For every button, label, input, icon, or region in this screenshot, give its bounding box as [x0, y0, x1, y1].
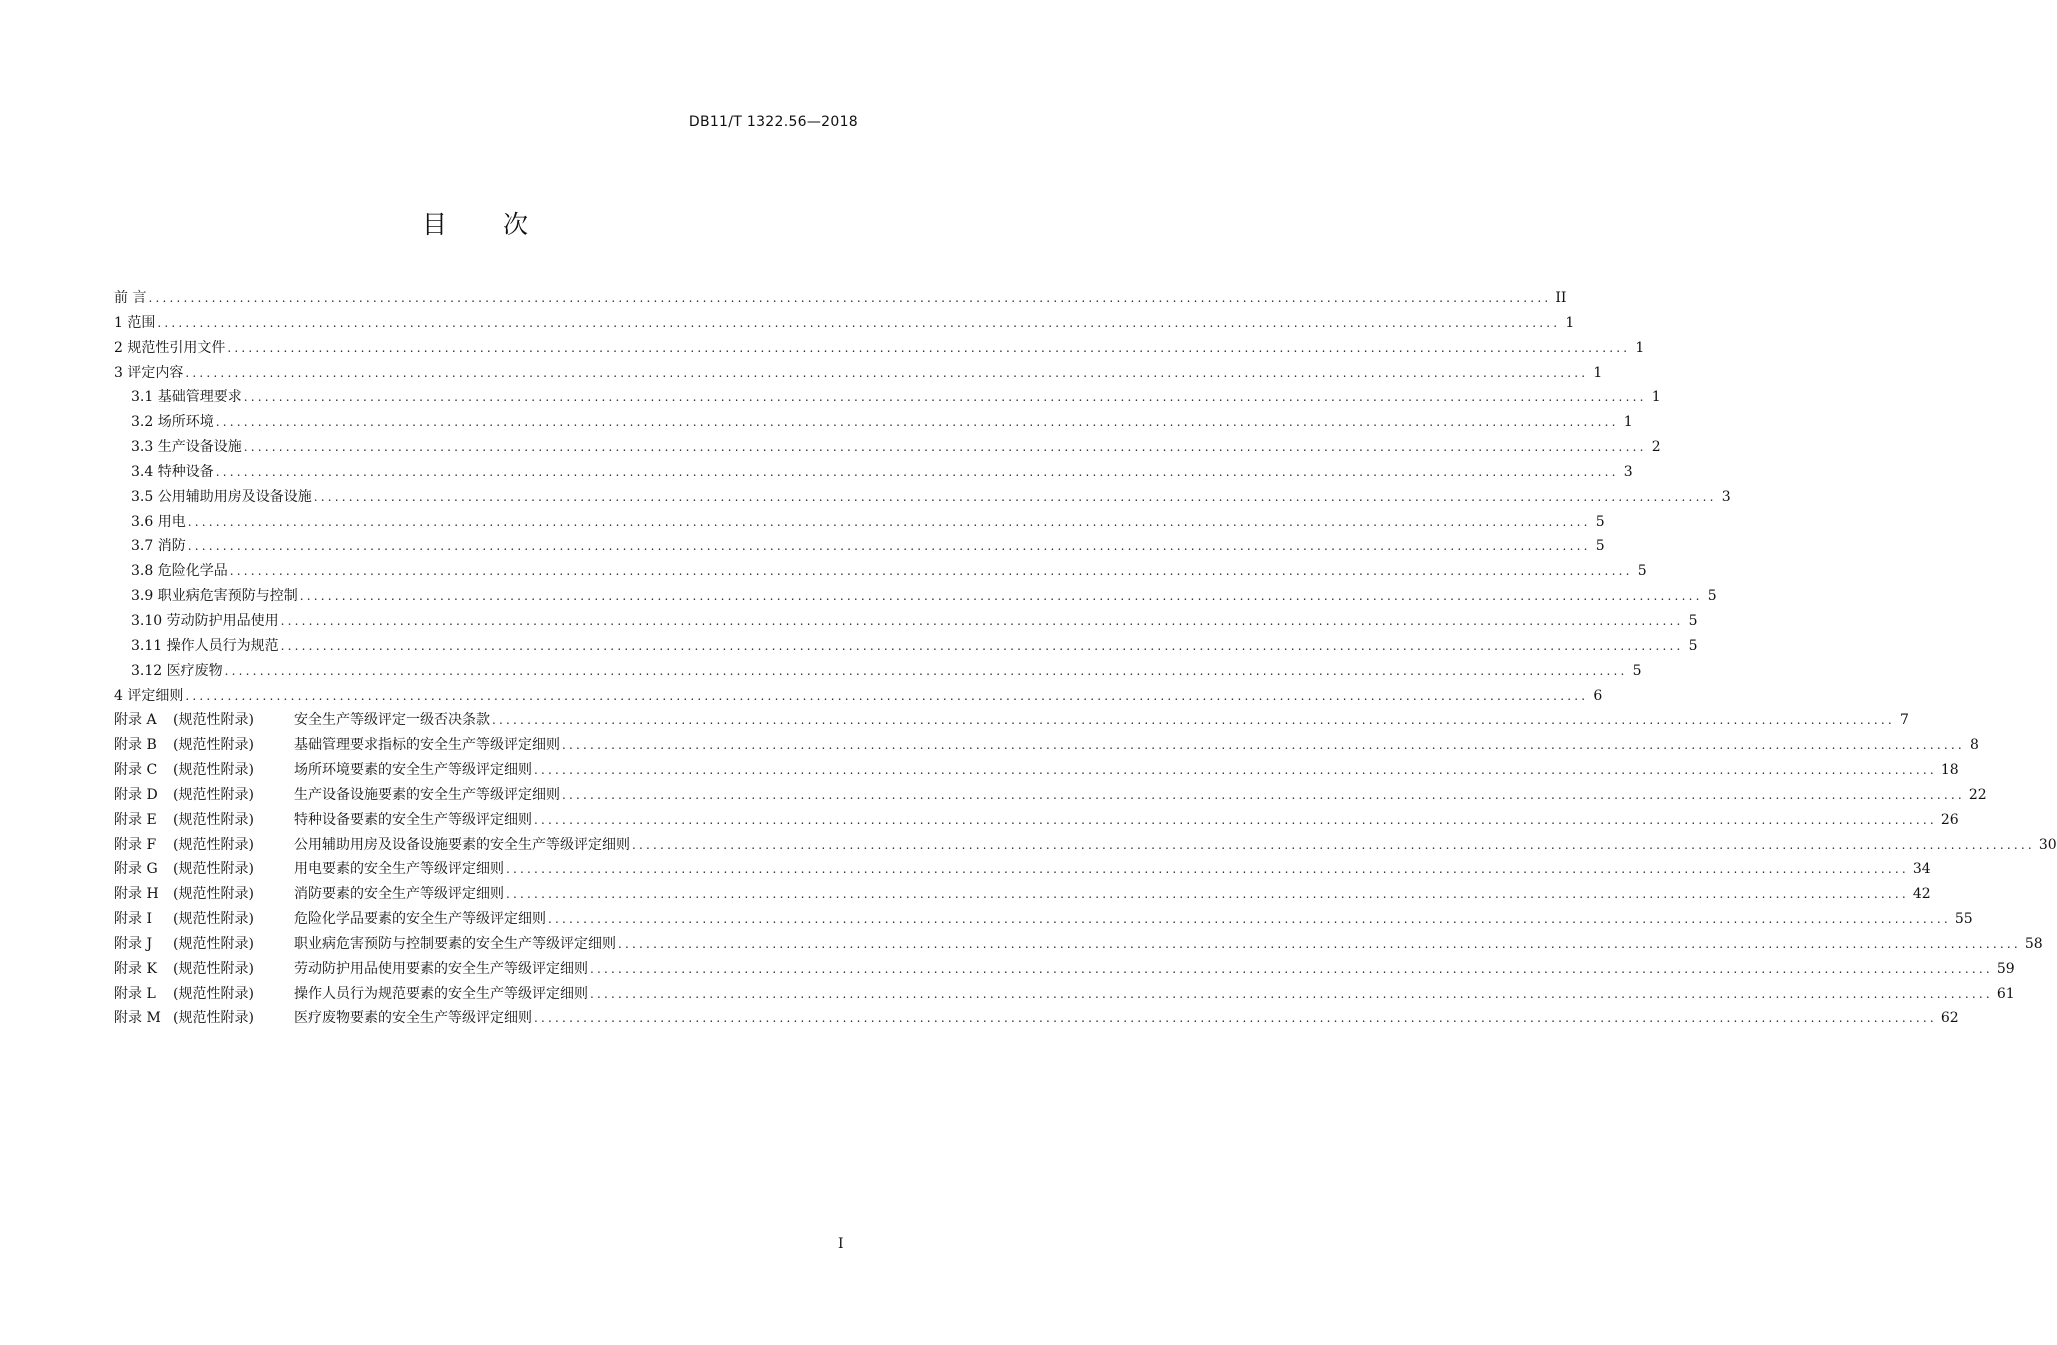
toc-entry-page: 5 [1595, 538, 1605, 555]
annex-type: (规范性附录) [173, 861, 254, 878]
annex-prefix: 附录 H [114, 886, 159, 903]
annex-type: (规范性附录) [173, 811, 254, 828]
annex-type: (规范性附录) [173, 836, 254, 853]
toc-entry-text: 3.7 消防 [131, 538, 186, 555]
toc-leader-dots: ........................................................................................................................................................................................................ [224, 663, 1628, 678]
toc-entry-label [114, 708, 490, 733]
toc-entry-label [114, 733, 560, 758]
toc-entry-page: 18 [1940, 762, 1959, 779]
toc-entry-label [131, 510, 186, 535]
toc-entry[interactable] [114, 982, 2015, 1007]
toc-entry-text: 安全生产等级评定一级否决条款 [294, 712, 490, 729]
page-number: I [838, 1236, 844, 1252]
toc-entry[interactable] [114, 708, 1909, 733]
annex-prefix: 附录 C [114, 762, 158, 779]
toc-entry-text: 3.4 特种设备 [131, 463, 214, 480]
standard-code: DB11/T 1322.56—2018 [688, 114, 858, 130]
toc-title [0, 205, 950, 241]
annex-type: (规范性附录) [173, 886, 254, 903]
toc-entry[interactable] [114, 609, 1698, 634]
toc-entry-label [114, 857, 504, 882]
toc-leader-dots: ........................................................................................................................................................................................................ [215, 464, 1619, 479]
toc-leader-dots: ........................................................................................................................................................................................................ [534, 812, 1937, 827]
toc-leader-dots: ........................................................................................................................................................................................................ [313, 489, 1717, 504]
toc-entry-text: 3.3 生产设备设施 [131, 439, 242, 456]
toc-entry-label [131, 410, 214, 435]
toc-entry-label [131, 659, 223, 684]
toc-entry[interactable] [114, 857, 1931, 882]
toc-entry-label [114, 361, 183, 386]
toc-entry[interactable] [114, 783, 1987, 808]
annex-type: (规范性附录) [173, 911, 254, 928]
toc-entry-label [114, 311, 155, 336]
toc-entry-text: 消防要素的安全生产等级评定细则 [294, 886, 504, 903]
toc-leader-dots: ........................................................................................................................................................................................................ [280, 638, 1684, 653]
toc-entry-text: 3.9 职业病危害预防与控制 [131, 588, 298, 605]
toc-leader-dots: ........................................................................................................................................................................................................ [492, 713, 1895, 728]
toc-list [114, 286, 2057, 1031]
toc-leader-dots: ........................................................................................................................................................................................................ [227, 340, 1631, 355]
toc-entry[interactable] [114, 385, 1661, 410]
toc-entry-page: 62 [1940, 1010, 1959, 1027]
toc-entry-text: 3.12 医疗废物 [131, 662, 223, 679]
toc-entry-text: 基础管理要求指标的安全生产等级评定细则 [294, 737, 560, 754]
toc-entry-label [131, 534, 186, 559]
toc-entry-text: 3.1 基础管理要求 [131, 389, 242, 406]
toc-entry-label [131, 634, 279, 659]
toc-entry-page: 55 [1954, 911, 1973, 928]
toc-entry-page: 5 [1595, 513, 1605, 530]
toc-entry-page: 5 [1688, 612, 1698, 629]
toc-entry-label [131, 460, 214, 485]
toc-entry-label [131, 385, 242, 410]
toc-entry-label [114, 783, 560, 808]
toc-entry-text: 劳动防护用品使用要素的安全生产等级评定细则 [294, 960, 588, 977]
toc-entry-label [114, 336, 225, 361]
toc-entry[interactable] [114, 634, 1698, 659]
toc-leader-dots: ........................................................................................................................................................................................................ [187, 514, 1591, 529]
annex-prefix: 附录 M [114, 1010, 161, 1027]
toc-leader-dots: ........................................................................................................................................................................................................ [280, 613, 1684, 628]
toc-entry-text: 2 规范性引用文件 [114, 339, 226, 356]
toc-entry-label [131, 485, 312, 510]
toc-entry-label [131, 609, 279, 634]
annex-type: (规范性附录) [173, 1010, 254, 1027]
annex-prefix: 附录 J [114, 935, 153, 952]
toc-leader-dots: ........................................................................................................................................................................................................ [506, 887, 1909, 902]
toc-entry-label [114, 833, 630, 858]
annex-prefix: 附录 F [114, 836, 157, 853]
toc-leader-dots: ........................................................................................................................................................................................................ [548, 912, 1951, 927]
annex-type: (规范性附录) [173, 762, 254, 779]
toc-entry[interactable] [114, 584, 1717, 609]
toc-leader-dots: ........................................................................................................................................................................................................ [534, 1011, 1937, 1026]
toc-entry-page: 1 [1565, 314, 1575, 331]
toc-entry-text: 操作人员行为规范要素的安全生产等级评定细则 [294, 985, 588, 1002]
toc-entry-label [114, 286, 146, 311]
toc-entry-text: 特种设备要素的安全生产等级评定细则 [294, 811, 532, 828]
toc-entry-page: 2 [1651, 439, 1661, 456]
toc-entry-label [114, 684, 183, 709]
toc-entry[interactable] [114, 286, 1567, 311]
toc-entry-text: 3.8 危险化学品 [131, 563, 228, 580]
toc-leader-dots: ........................................................................................................................................................................................................ [590, 986, 1993, 1001]
toc-leader-dots: ........................................................................................................................................................................................................ [299, 589, 1703, 604]
toc-entry-label [114, 758, 532, 783]
toc-entry-text: 3.11 操作人员行为规范 [131, 637, 279, 654]
toc-leader-dots: ........................................................................................................................................................................................................ [185, 688, 1589, 703]
toc-entry[interactable] [114, 510, 1605, 535]
toc-leader-dots: ........................................................................................................................................................................................................ [562, 738, 1965, 753]
toc-leader-dots: ........................................................................................................................................................................................................ [618, 936, 2021, 951]
annex-prefix: 附录 B [114, 737, 157, 754]
toc-entry-page: 3 [1721, 488, 1731, 505]
toc-leader-dots: ........................................................................................................................................................................................................ [243, 390, 1647, 405]
toc-entry-text: 1 范围 [114, 314, 156, 331]
toc-entry[interactable] [114, 336, 1645, 361]
toc-entry-label [131, 584, 298, 609]
toc-entry-label [114, 882, 504, 907]
toc-entry[interactable] [114, 733, 1979, 758]
annex-type: (规范性附录) [173, 737, 254, 754]
annex-prefix: 附录 K [114, 960, 157, 977]
toc-entry-text: 危险化学品要素的安全生产等级评定细则 [294, 911, 546, 928]
toc-entry-text: 4 评定细则 [114, 687, 184, 704]
toc-leader-dots: ........................................................................................................................................................................................................ [229, 564, 1633, 579]
annex-type: (规范性附录) [173, 960, 254, 977]
annex-type: (规范性附录) [173, 985, 254, 1002]
toc-entry-page: 5 [1632, 662, 1642, 679]
toc-entry-page: 1 [1623, 414, 1633, 431]
toc-entry-page: 61 [1996, 985, 2015, 1002]
toc-entry-label [114, 982, 588, 1007]
toc-entry-text: 3.10 劳动防护用品使用 [131, 612, 279, 629]
toc-entry[interactable] [114, 1006, 1959, 1031]
toc-entry[interactable] [114, 410, 1633, 435]
toc-entry-text: 3 评定内容 [114, 364, 184, 381]
toc-entry[interactable] [114, 932, 2043, 957]
annex-prefix: 附录 D [114, 786, 158, 803]
toc-entry-label [131, 435, 242, 460]
toc-entry-text: 3.5 公用辅助用房及设备设施 [131, 488, 312, 505]
toc-entry-page: 1 [1635, 339, 1645, 356]
toc-leader-dots: ........................................................................................................................................................................................................ [562, 787, 1965, 802]
toc-leader-dots: ........................................................................................................................................................................................................ [243, 440, 1647, 455]
toc-entry-page: 58 [2024, 935, 2043, 952]
toc-entry-text: 场所环境要素的安全生产等级评定细则 [294, 762, 532, 779]
toc-entry-page: 5 [1688, 637, 1698, 654]
toc-entry[interactable] [114, 485, 1731, 510]
toc-entry-text: 生产设备设施要素的安全生产等级评定细则 [294, 786, 560, 803]
toc-leader-dots: ........................................................................................................................................................................................................ [632, 837, 2035, 852]
toc-leader-dots: ........................................................................................................................................................................................................ [157, 315, 1561, 330]
toc-leader-dots: ........................................................................................................................................................................................................ [187, 539, 1591, 554]
toc-entry[interactable] [114, 534, 1605, 559]
toc-entry-label [114, 957, 588, 982]
toc-entry-page: 30 [2038, 836, 2057, 853]
annex-prefix: 附录 I [114, 911, 152, 928]
toc-entry-text: 公用辅助用房及设备设施要素的安全生产等级评定细则 [294, 836, 630, 853]
toc-entry-label [114, 808, 532, 833]
toc-entry-page: 7 [1899, 712, 1909, 729]
toc-entry-page: 5 [1637, 563, 1647, 580]
toc-entry-page: 1 [1593, 364, 1603, 381]
toc-entry-label [131, 559, 228, 584]
toc-entry[interactable] [114, 808, 1959, 833]
annex-prefix: 附录 G [114, 861, 158, 878]
toc-entry-page: 5 [1707, 588, 1717, 605]
toc-entry[interactable] [114, 882, 1931, 907]
toc-entry[interactable] [114, 907, 1973, 932]
toc-entry[interactable] [114, 684, 1603, 709]
toc-entry-page: 3 [1623, 463, 1633, 480]
toc-entry[interactable] [114, 957, 2015, 982]
toc-leader-dots: ........................................................................................................................................................................................................ [185, 365, 1589, 380]
toc-entry-label [114, 1006, 532, 1031]
annex-prefix: 附录 E [114, 811, 157, 828]
toc-entry[interactable] [114, 460, 1633, 485]
annex-type: (规范性附录) [173, 712, 254, 729]
toc-entry[interactable] [114, 311, 1575, 336]
toc-entry-page: II [1555, 290, 1567, 306]
annex-type: (规范性附录) [173, 935, 254, 952]
annex-type: (规范性附录) [173, 786, 254, 803]
toc-entry-page: 6 [1593, 687, 1603, 704]
toc-entry-text: 职业病危害预防与控制要素的安全生产等级评定细则 [294, 935, 616, 952]
toc-entry[interactable] [114, 361, 1603, 386]
toc-entry-page: 22 [1968, 786, 1987, 803]
toc-leader-dots: ........................................................................................................................................................................................................ [534, 763, 1937, 778]
toc-entry-page: 26 [1940, 811, 1959, 828]
toc-entry-text: 前 言 [114, 290, 147, 306]
toc-entry[interactable] [114, 833, 2057, 858]
toc-entry[interactable] [114, 559, 1647, 584]
toc-leader-dots: ........................................................................................................................................................................................................ [590, 961, 1993, 976]
annex-prefix: 附录 A [114, 712, 157, 729]
toc-leader-dots: ........................................................................................................................................................................................................ [215, 415, 1619, 430]
toc-entry-text: 用电要素的安全生产等级评定细则 [294, 861, 504, 878]
toc-entry[interactable] [114, 659, 1642, 684]
toc-entry-page: 1 [1651, 389, 1661, 406]
toc-entry[interactable] [114, 758, 1959, 783]
toc-title-part1: 目 [421, 210, 447, 239]
annex-prefix: 附录 L [114, 985, 156, 1002]
toc-entry[interactable] [114, 435, 1661, 460]
toc-entry-page: 8 [1969, 737, 1979, 754]
toc-leader-dots: ........................................................................................................................................................................................................ [148, 291, 1552, 305]
toc-entry-page: 59 [1996, 960, 2015, 977]
toc-entry-text: 3.6 用电 [131, 513, 186, 530]
toc-entry-label [114, 907, 546, 932]
toc-entry-page: 34 [1912, 861, 1931, 878]
toc-entry-text: 3.2 场所环境 [131, 414, 214, 431]
toc-leader-dots: ........................................................................................................................................................................................................ [506, 862, 1909, 877]
toc-entry-text: 医疗废物要素的安全生产等级评定细则 [294, 1010, 532, 1027]
toc-entry-label [114, 932, 616, 957]
toc-title-part2: 次 [503, 210, 529, 239]
toc-entry-page: 42 [1912, 886, 1931, 903]
